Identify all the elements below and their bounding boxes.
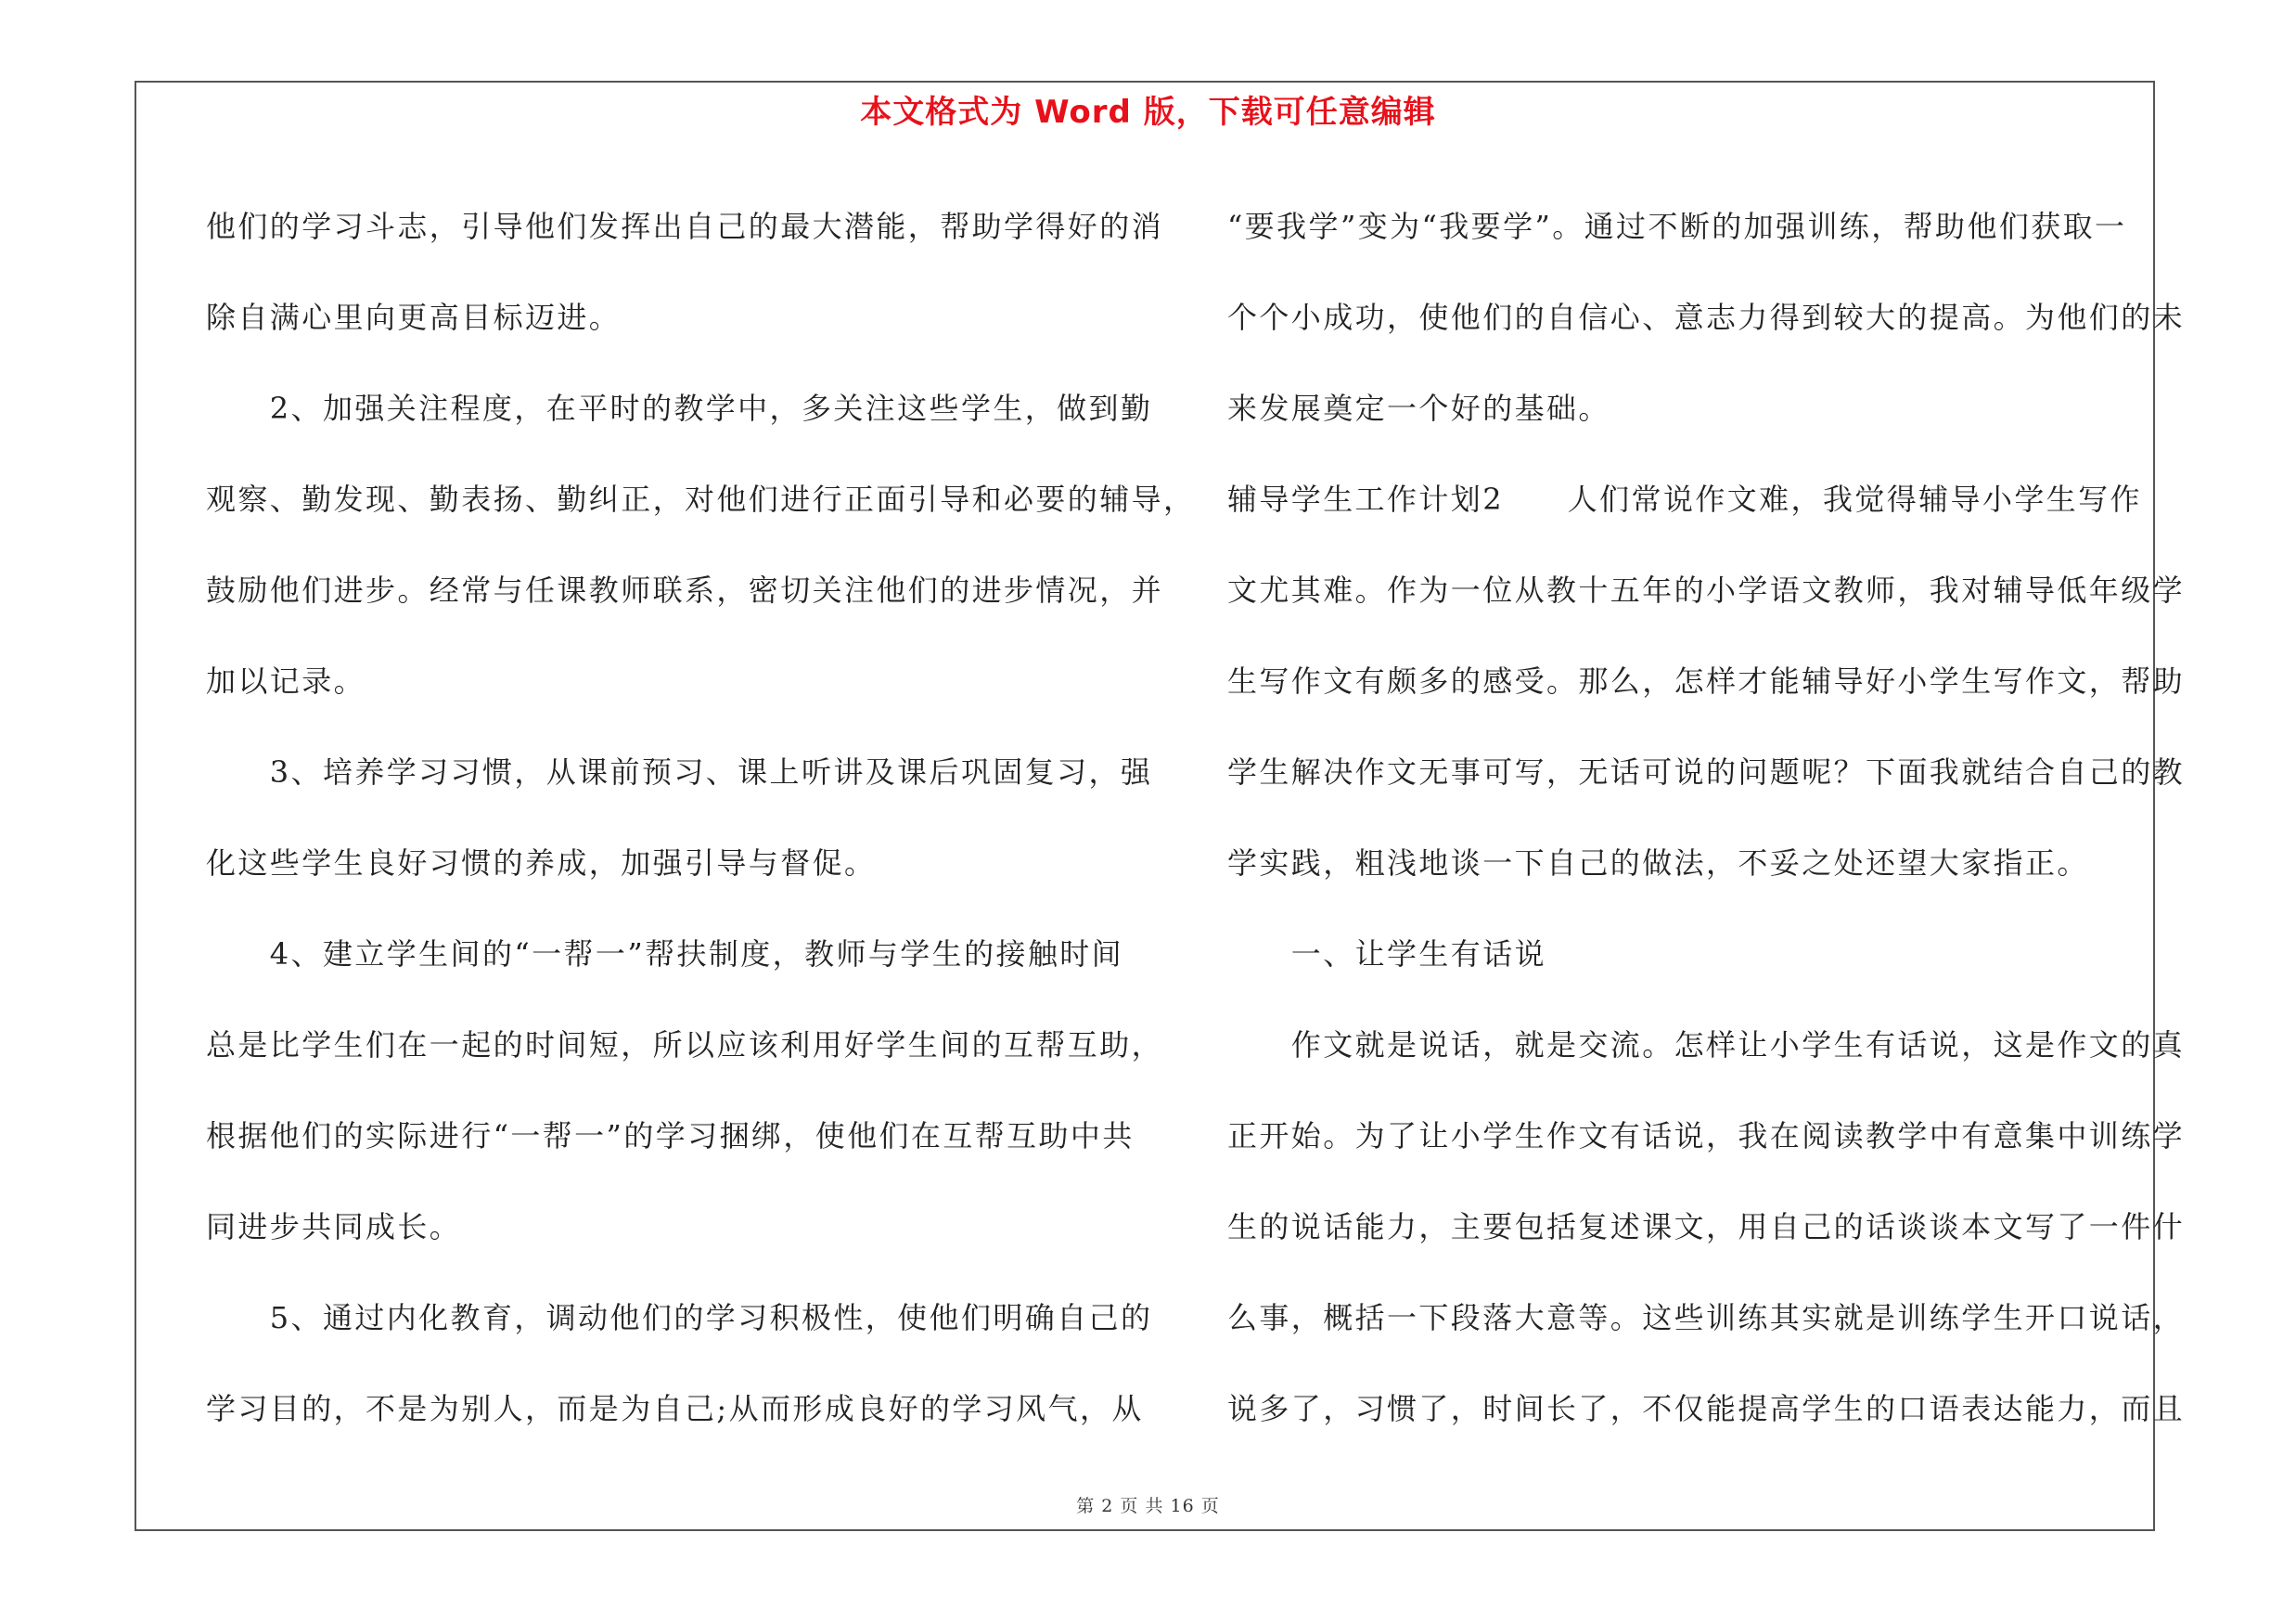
text-line: 说多了，习惯了，时间长了，不仅能提高学生的口语表达能力，而且 <box>1227 1391 2186 1426</box>
text-line: 一、让学生有话说 <box>1227 936 1547 972</box>
page-number-footer: 第 2 页 共 16 页 <box>1076 1496 1220 1516</box>
text-line: 来发展奠定一个好的基础。 <box>1227 391 1610 426</box>
header-title: 本文格式为 Word 版，下载可任意编辑 <box>860 94 1436 131</box>
text-line: 化这些学生良好习惯的养成，加强引导与督促。 <box>206 845 877 881</box>
text-line: 辅导学生工作计划2 人们常说作文难，我觉得辅导小学生写作 <box>1227 482 2142 517</box>
text-line: 3、培养学习习惯，从课前预习、课上听讲及课后巩固复习，强 <box>206 754 1153 790</box>
text-line: 他们的学习斗志，引导他们发挥出自己的最大潜能，帮助学得好的消 <box>206 209 1164 244</box>
text-line: 观察、勤发现、勤表扬、勤纠正，对他们进行正面引导和必要的辅导， <box>206 482 1196 517</box>
text-line: 鼓励他们进步。经常与任课教师联系，密切关注他们的进步情况，并 <box>206 573 1164 608</box>
text-line: 学习目的，不是为别人，而是为自己;从而形成良好的学习风气，从 <box>206 1391 1144 1426</box>
right-column <box>1227 181 2186 1454</box>
text-line: 么事，概括一下段落大意等。这些训练其实就是训练学生开口说话， <box>1227 1300 2186 1335</box>
text-line: 5、通过内化教育，调动他们的学习积极性，使他们明确自己的 <box>206 1300 1153 1335</box>
text-line: 学实践，粗浅地谈一下自己的做法，不妥之处还望大家指正。 <box>1227 845 2089 881</box>
text-line: 4、建立学生间的“一帮一”帮扶制度，教师与学生的接触时间 <box>206 936 1124 972</box>
left-column <box>206 181 1196 1454</box>
text-line: “要我学”变为“我要学”。通过不断的加强训练，帮助他们获取一 <box>1227 209 2127 244</box>
text-line: 加以记录。 <box>206 663 366 699</box>
text-line: 生写作文有颇多的感受。那么，怎样才能辅导好小学生写作文，帮助 <box>1227 663 2186 699</box>
text-line: 总是比学生们在一起的时间短，所以应该利用好学生间的互帮互助， <box>206 1027 1164 1063</box>
text-line: 个个小成功，使他们的自信心、意志力得到较大的提高。为他们的未 <box>1227 300 2186 335</box>
text-line: 同进步共同成长。 <box>206 1209 462 1244</box>
text-line: 作文就是说话，就是交流。怎样让小学生有话说，这是作文的真 <box>1227 1027 2186 1063</box>
text-line: 学生解决作文无事可写，无话可说的问题呢？下面我就结合自己的教 <box>1227 754 2186 790</box>
text-line: 2、加强关注程度，在平时的教学中，多关注这些学生，做到勤 <box>206 391 1153 426</box>
text-line: 除自满心里向更高目标迈进。 <box>206 300 622 335</box>
text-line: 根据他们的实际进行“一帮一”的学习捆绑，使他们在互帮互助中共 <box>206 1118 1135 1153</box>
text-line: 正开始。为了让小学生作文有话说，我在阅读教学中有意集中训练学 <box>1227 1118 2186 1153</box>
text-line: 文尤其难。作为一位从教十五年的小学语文教师，我对辅导低年级学 <box>1227 573 2186 608</box>
text-line: 生的说话能力，主要包括复述课文，用自己的话谈谈本文写了一件什 <box>1227 1209 2186 1244</box>
